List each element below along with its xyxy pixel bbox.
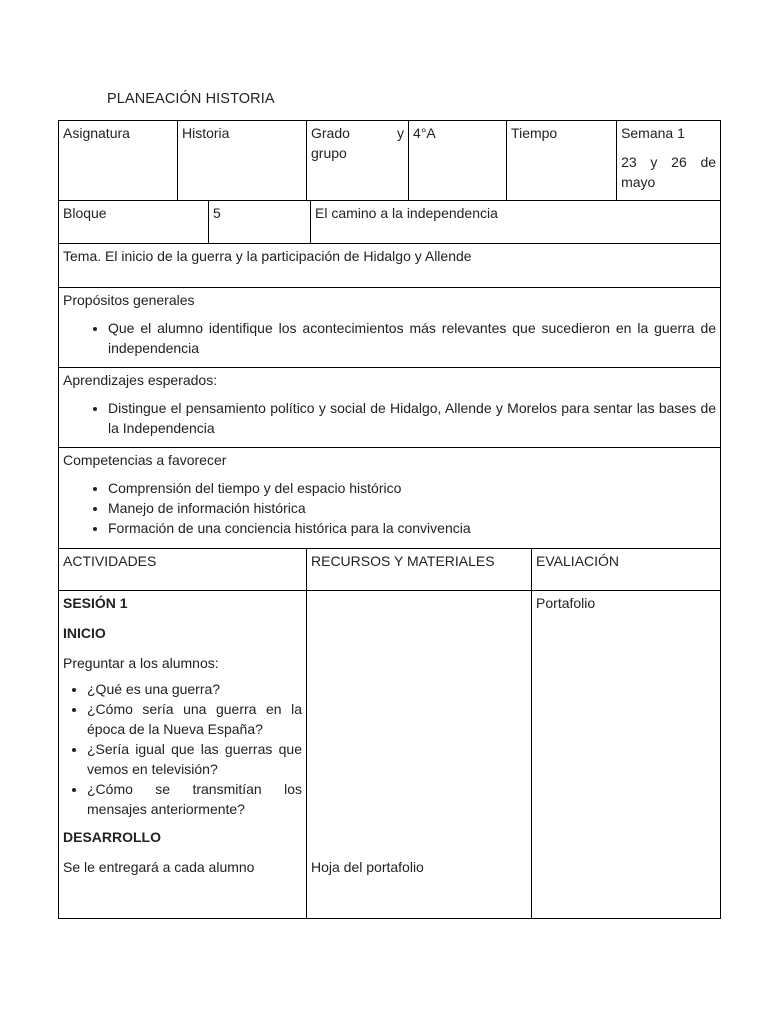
header-row [59, 121, 721, 201]
propositos-cell [59, 288, 721, 368]
evaluacion-text: Portafolio [536, 595, 596, 611]
col-evaluacion: EVALIACIÓN [532, 549, 721, 591]
grado-label-line2: grupo [311, 145, 347, 161]
list-item: • Comprensión del tiempo y del espacio histórico [108, 478, 716, 498]
grado-label-line1: Grado y [311, 125, 405, 141]
propositos-row [59, 288, 721, 368]
recursos-cell [307, 591, 532, 919]
questions-list [63, 679, 302, 819]
bloque-number: 5 [209, 201, 311, 244]
competencias-list [63, 478, 716, 538]
aprendizajes-cell [59, 368, 721, 448]
actividades-cell [59, 591, 307, 919]
list-item: • ¿Cómo sería una guerra en la época de la Nueva España? [87, 699, 302, 739]
col-recursos: RECURSOS Y MATERIALES [307, 549, 532, 591]
columns-header-row [59, 549, 721, 591]
aprendizajes-row [59, 368, 721, 448]
col-actividades: ACTIVIDADES [59, 549, 307, 591]
semana-cell [617, 121, 721, 201]
bloque-label: Bloque [59, 201, 209, 244]
asignatura-value: Historia [178, 121, 307, 201]
list-item: • Formación de una conciencia histórica para la convivencia [108, 518, 716, 538]
asignatura-label: Asignatura [59, 121, 178, 201]
desarrollo-text: Se le entregará a cada alumno [63, 859, 255, 875]
aprendizajes-list [63, 398, 716, 438]
list-item: • Que el alumno identifique los acontecimientos más relevantes que sucedieron en la guerra de independencia [108, 318, 716, 358]
session-intro: Preguntar a los alumnos: [63, 655, 219, 671]
session-row [59, 591, 721, 919]
fechas-line1: 23 y 26 de [621, 154, 717, 170]
list-item: • ¿Sería igual que las guerras que vemos en televisión? [87, 739, 302, 779]
page-title: PLANEACIÓN HISTORIA [107, 91, 275, 107]
propositos-list [63, 318, 716, 358]
evaluacion-cell [532, 591, 721, 919]
fechas-line2: mayo [621, 174, 656, 190]
desarrollo-heading: DESARROLLO [63, 829, 161, 845]
list-item: • ¿Qué es una guerra? [87, 679, 302, 699]
aprendizajes-label: Aprendizajes esperados: [63, 372, 218, 388]
planning-table [58, 120, 721, 919]
list-item: • Distingue el pensamiento político y social de Hidalgo, Allende y Morelos para sentar las bases de la Independencia [108, 398, 716, 438]
propositos-label: Propósitos generales [63, 292, 195, 308]
competencias-cell [59, 448, 721, 549]
tiempo-label: Tiempo [507, 121, 617, 201]
grado-value: 4°A [409, 121, 507, 201]
list-item: • Manejo de información histórica [108, 498, 716, 518]
competencias-label: Competencias a favorecer [63, 452, 227, 468]
bloque-row [59, 201, 721, 244]
recurso-text: Hoja del portafolio [311, 859, 424, 875]
semana-text: Semana 1 [621, 125, 685, 141]
tema-text: Tema. El inicio de la guerra y la participación de Hidalgo y Allende [59, 244, 721, 288]
competencias-row [59, 448, 721, 549]
inicio-heading: INICIO [63, 625, 106, 641]
grado-label [307, 121, 409, 201]
session-title: SESIÓN 1 [63, 595, 128, 611]
tema-row [59, 244, 721, 288]
bloque-name: El camino a la independencia [311, 201, 721, 244]
list-item: • ¿Cómo se transmitían los mensajes anteriormente? [87, 779, 302, 819]
